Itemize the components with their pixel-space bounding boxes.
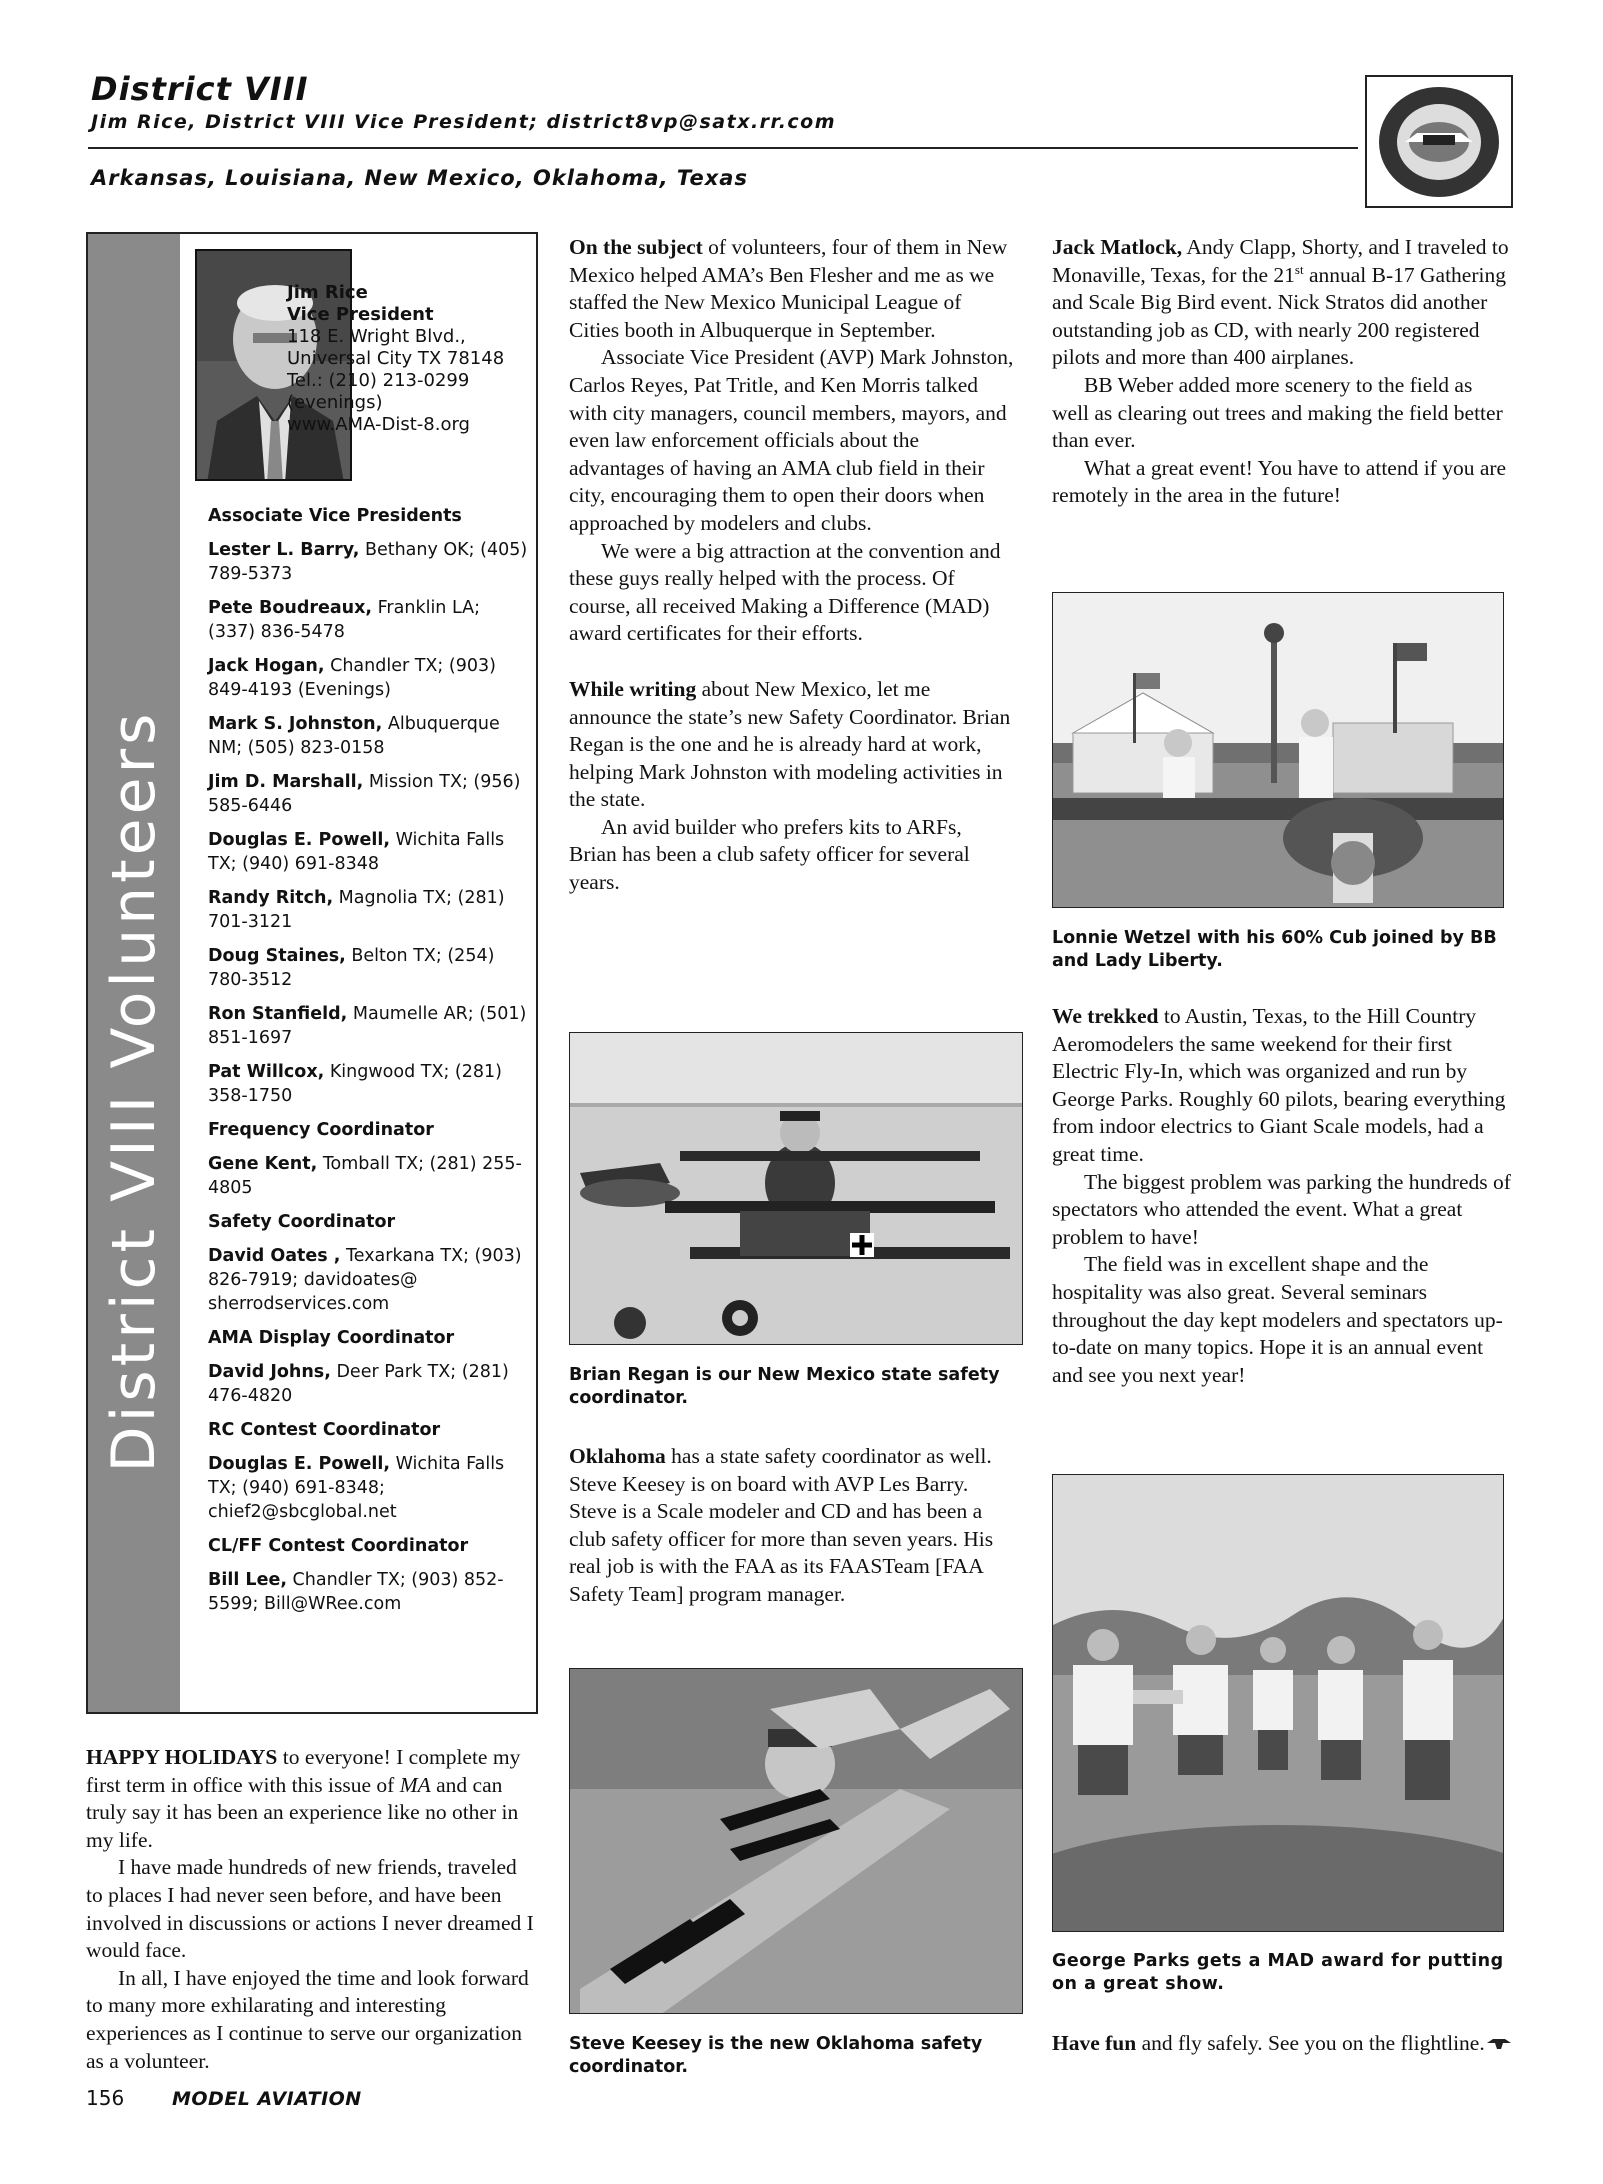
- rc-contest-coordinator-entry: [208, 1452, 528, 1524]
- avp-entry: [208, 944, 528, 992]
- column-3-text-closing: [1052, 2030, 1512, 2059]
- avp-name: Jack Hogan,: [208, 656, 325, 676]
- coordinator-detail: Wichita Falls TX; (940) 691-8348; chief2@sbcglobal.net: [208, 1454, 505, 1522]
- avp-detail: Wichita Falls TX; (940) 691-8348: [208, 830, 505, 874]
- paragraph: The field was in excellent shape and the hospitality was also great. Several seminars throughout the day kept modelers and spectators up-to-date on many topics. Hope it is an annual event and see you next year!: [1052, 1252, 1503, 1387]
- text-run: about New Mexico, let me announce the state’s new Safety Coordinator. Brian Regan is the one and he is already hard at work, helping Mark Johnston with modeling activities in the state.: [569, 676, 1011, 812]
- clff-contest-coordinator-entry: [208, 1568, 528, 1616]
- lead-in: Oklahoma: [569, 1444, 666, 1468]
- avp-detail: Magnolia TX; (281) 701-3121: [208, 888, 505, 932]
- avp-detail: Kingwood TX; (281) 358-1750: [208, 1062, 502, 1106]
- coordinator-detail: Tomball TX; (281) 255-4805: [208, 1154, 522, 1198]
- paragraph: [1052, 234, 1512, 372]
- avp-detail: Maumelle AR; (501) 851-1697: [208, 1004, 527, 1048]
- avp-name: Jim D. Marshall,: [208, 772, 364, 792]
- avp-name: Douglas E. Powell,: [208, 830, 391, 850]
- caption-george-parks: George Parks gets a MAD award for putting on a great show.: [1052, 1951, 1504, 1994]
- vp-contact-block: [287, 282, 527, 436]
- avp-name: Ron Stanfield,: [208, 1004, 348, 1024]
- avp-detail: Belton TX; (254) 780-3512: [208, 946, 495, 990]
- avp-name: Mark S. Johnston,: [208, 714, 383, 734]
- vp-address-line2: Universal City TX 78148: [287, 348, 505, 369]
- paragraph: [86, 1744, 538, 1854]
- vp-phone: Tel.: (210) 213-0299: [287, 370, 470, 391]
- paragraph: An avid builder who prefers kits to ARFs, Brian has been a club safety officer for several years.: [569, 814, 970, 895]
- text-run: annual B-17 Gathering and Scale Big Bird event. Nick Stratos did another outstanding job as CD, with nearly 200 registered pilots and more than 400 airplanes.: [1052, 262, 1506, 370]
- district-subtitle: Jim Rice, District VIII Vice President; district8vp@satx.rr.com: [91, 111, 837, 133]
- avp-entry: [208, 596, 528, 644]
- display-coordinator-entry: [208, 1360, 528, 1408]
- avp-entry: [208, 712, 528, 760]
- lead-in: We trekked: [1052, 1004, 1159, 1028]
- caption-lonnie-wetzel: Lonnie Wetzel with his 60% Cub joined by BB and Lady Liberty.: [1052, 928, 1497, 971]
- vp-address-line1: 118 E. Wright Blvd.,: [287, 326, 466, 347]
- paragraph: [569, 234, 1014, 344]
- paragraph: [569, 676, 1014, 814]
- safety-coordinator-heading: Safety Coordinator: [208, 1212, 396, 1232]
- ama-end-mark-icon: [1487, 2031, 1511, 2059]
- coordinator-name: Douglas E. Powell,: [208, 1454, 391, 1474]
- lead-in: On the subject: [569, 235, 703, 259]
- vp-phone-note: (evenings): [287, 392, 383, 413]
- text-run: of volunteers, four of them in New Mexico helped AMA’s Ben Flesher and me as we staffed the New Mexico Municipal League of Cities booth in Albuquerque in September.: [569, 235, 1008, 342]
- lead-in: HAPPY HOLIDAYS: [86, 1745, 278, 1769]
- coordinator-detail: Deer Park TX; (281) 476-4820: [208, 1362, 509, 1406]
- avp-entry: [208, 1002, 528, 1050]
- photo-brian-regan-triplane: [569, 1032, 1023, 1345]
- coordinator-name: David Oates ,: [208, 1246, 341, 1266]
- vp-name: Jim Rice: [287, 282, 368, 303]
- avp-detail: Chandler TX; (903) 849-4193 (Evenings): [208, 656, 496, 700]
- district-states: Arkansas, Louisiana, New Mexico, Oklahoma, Texas: [91, 166, 748, 190]
- sidebar-banner: District VIII Volunteers: [99, 709, 169, 1473]
- photo-steve-keesey-model: [569, 1668, 1023, 2014]
- coordinator-detail: Chandler TX; (903) 852-5599; Bill@WRee.com: [208, 1570, 504, 1614]
- avp-entry: [208, 886, 528, 934]
- vp-website: www.AMA-Dist-8.org: [287, 414, 470, 435]
- text-run: and fly safely. See you on the flightline.: [1136, 2031, 1485, 2055]
- safety-coordinator-entry: [208, 1244, 528, 1316]
- magazine-abbrev: MA: [399, 1772, 431, 1797]
- clff-contest-coordinator-heading: CL/FF Contest Coordinator: [208, 1536, 469, 1556]
- photo-lonnie-wetzel-cub: [1052, 592, 1504, 908]
- text-run: to everyone! I complete my first term in office with this issue of: [86, 1745, 521, 1797]
- avp-entry: [208, 828, 528, 876]
- coordinator-name: David Johns,: [208, 1362, 331, 1382]
- lead-in: Jack Matlock,: [1052, 235, 1183, 259]
- column-2-text-oklahoma: [569, 1443, 1014, 1609]
- avp-entry: [208, 1060, 528, 1108]
- caption-brian-regan: Brian Regan is our New Mexico state safety coordinator.: [569, 1365, 1000, 1408]
- page-number: 156: [86, 2086, 125, 2110]
- paragraph: I have made hundreds of new friends, traveled to places I had never seen before, and have been involved in discussions or actions I never dreamed I would face.: [86, 1855, 534, 1963]
- ama-district-logo-icon: [1365, 75, 1513, 208]
- frequency-coordinator-entry: [208, 1152, 528, 1200]
- avp-name: Doug Staines,: [208, 946, 346, 966]
- display-coordinator-heading: AMA Display Coordinator: [208, 1328, 455, 1348]
- column-3-text-austin: [1052, 1003, 1512, 1389]
- avp-name: Pete Boudreaux,: [208, 598, 373, 618]
- magazine-name: MODEL AVIATION: [172, 2088, 362, 2110]
- rc-contest-coordinator-heading: RC Contest Coordinator: [208, 1420, 441, 1440]
- caption-steve-keesey: Steve Keesey is the new Oklahoma safety coordinator.: [569, 2034, 983, 2077]
- paragraph: We were a big attraction at the convention and these guys really helped with the process. Of course, all received Making a Difference (MAD) award certificates for their efforts.: [569, 538, 1001, 646]
- coordinator-name: Gene Kent,: [208, 1154, 318, 1174]
- paragraph: The biggest problem was parking the hundreds of spectators who attended the event. What a great problem to have!: [1052, 1169, 1511, 1249]
- avp-detail: Franklin LA; (337) 836-5478: [208, 598, 480, 642]
- avp-detail: Mission TX; (956) 585-6446: [208, 772, 521, 816]
- volunteers-sidebar: [86, 232, 538, 1714]
- ordinal-suffix: st: [1294, 261, 1304, 277]
- column-1-text: [86, 1744, 538, 2075]
- avp-entry: [208, 654, 528, 702]
- avp-heading: Associate Vice Presidents: [208, 506, 462, 526]
- avp-entry: [208, 770, 528, 818]
- text-run: and can truly say it has been an experience like no other in my life.: [86, 1772, 519, 1852]
- paragraph: [569, 1443, 1014, 1609]
- paragraph: In all, I have enjoyed the time and look forward to many more exhilarating and interesting experiences as I continue to serve our organization as a volunteer.: [86, 1965, 529, 2073]
- text-run: Andy Clapp, Shorty, and I traveled to Monaville, Texas, for the 21: [1052, 235, 1509, 287]
- vp-title: Vice President: [287, 304, 434, 325]
- avp-name: Lester L. Barry,: [208, 540, 360, 560]
- paragraph: Associate Vice President (AVP) Mark Johnston, Carlos Reyes, Pat Tritle, and Ken Morris talked with city managers, council members, mayors, and even law enforcement officials about the advantages of having an AMA club field in their city, encouraging them to open their doors when approached by modelers and clubs.: [569, 345, 1014, 535]
- text-run: to Austin, Texas, to the Hill Country Aeromodelers the same weekend for their first Electric Fly-In, which was organized and run by George Parks. Roughly 60 pilots, bearing everything from indoor electrics to Giant Scale models, had a great time.: [1052, 1004, 1506, 1166]
- column-3-text-top: [1052, 234, 1512, 510]
- lead-in: Have fun: [1052, 2031, 1137, 2055]
- lead-in: While writing: [569, 676, 697, 701]
- paragraph: What a great event! You have to attend if you are remotely in the area in the future!: [1052, 455, 1507, 508]
- avp-entry: [208, 538, 528, 586]
- paragraph: [1052, 2030, 1512, 2059]
- avp-name: Pat Willcox,: [208, 1062, 325, 1082]
- avp-name: Randy Ritch,: [208, 888, 334, 908]
- coordinator-detail: Texarkana TX; (903) 826-7919; davidoates@ sherrodservices.com: [208, 1246, 522, 1314]
- paragraph: BB Weber added more scenery to the field as well as clearing out trees and making the field better than ever.: [1052, 372, 1503, 453]
- avp-detail: Bethany OK; (405) 789-5373: [208, 540, 528, 584]
- header-rule: [88, 147, 1358, 149]
- avp-detail: Albuquerque NM; (505) 823-0158: [208, 714, 500, 758]
- volunteer-list: [208, 504, 528, 1626]
- photo-george-parks-award: [1052, 1474, 1504, 1932]
- district-title: District VIII: [91, 70, 309, 108]
- paragraph: [1052, 1003, 1512, 1169]
- frequency-coordinator-heading: Frequency Coordinator: [208, 1120, 434, 1140]
- coordinator-name: Bill Lee,: [208, 1570, 287, 1590]
- column-2-text-top: [569, 234, 1014, 897]
- text-run: has a state safety coordinator as well. Steve Keesey is on board with AVP Les Barry. Steve is a Scale modeler and CD and has been a club safety officer for more than seven years. His real job is with the FAA as its FAASTeam [FAA Safety Team] program manager.: [569, 1444, 994, 1606]
